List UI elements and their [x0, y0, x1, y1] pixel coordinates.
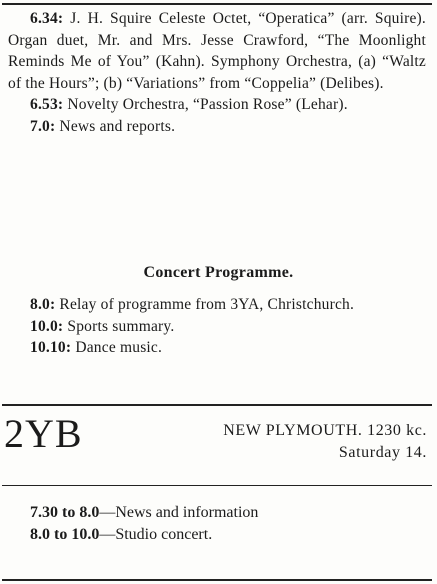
entry-time: 6.34:: [30, 10, 64, 27]
schedule-text: —Studio concert.: [99, 526, 213, 543]
entry-text: Novelty Orchestra, “Passion Rose” (Lehar).: [67, 96, 348, 113]
station-callsign: 2YB: [4, 411, 83, 456]
programme-entry-80: [8, 294, 426, 316]
programme-entry-653: [8, 94, 426, 116]
section-heading: Concert Programme.: [143, 264, 294, 281]
entry-time: 7.0:: [30, 117, 56, 135]
entry-time: 10.10:: [30, 339, 72, 356]
schedule-row: [30, 524, 430, 546]
schedule-row: [30, 502, 430, 524]
programme-entry-1010: [8, 337, 426, 359]
station-schedule: [30, 502, 430, 546]
programme-entry-70: [8, 116, 426, 138]
station-rule: [2, 485, 432, 486]
bottom-rule: [2, 579, 432, 581]
entry-text: Sports summary.: [67, 317, 175, 335]
entry-text: Relay of programme from 3YA, Christchurch.: [59, 296, 355, 313]
station-day: Saturday 14.: [338, 444, 427, 461]
section-rule: [2, 404, 432, 406]
top-rule: [2, 3, 432, 5]
entry-text: News and reports.: [59, 117, 176, 135]
programme-block-concert: [8, 294, 426, 359]
entry-time: 10.0:: [30, 317, 64, 335]
entry-text: Dance music.: [75, 339, 163, 356]
entry-text: J. H. Squire Celeste Octet, “Operatica” (arr. Squire). Organ duet, Mr. and Mrs. Jesse Crawford, “The Moonlight Reminds Me of You” (Kahn). Symphony Orchestra, (a) “Waltz of the Hours”; (b) “Variations” from “Coppelia” (Delibes).: [8, 10, 426, 92]
schedule-text: —News and information: [99, 504, 259, 521]
programme-entry-100: [8, 316, 426, 338]
entry-time: 6.53:: [30, 96, 64, 113]
entry-time: 8.0:: [30, 296, 56, 313]
station-location-frequency: NEW PLYMOUTH. 1230 kc.: [223, 422, 427, 439]
schedule-time: 7.30 to 8.0: [30, 504, 100, 521]
schedule-time: 8.0 to 10.0: [30, 526, 100, 543]
programme-block-evening: [8, 8, 426, 137]
programme-entry-634: [8, 8, 426, 94]
